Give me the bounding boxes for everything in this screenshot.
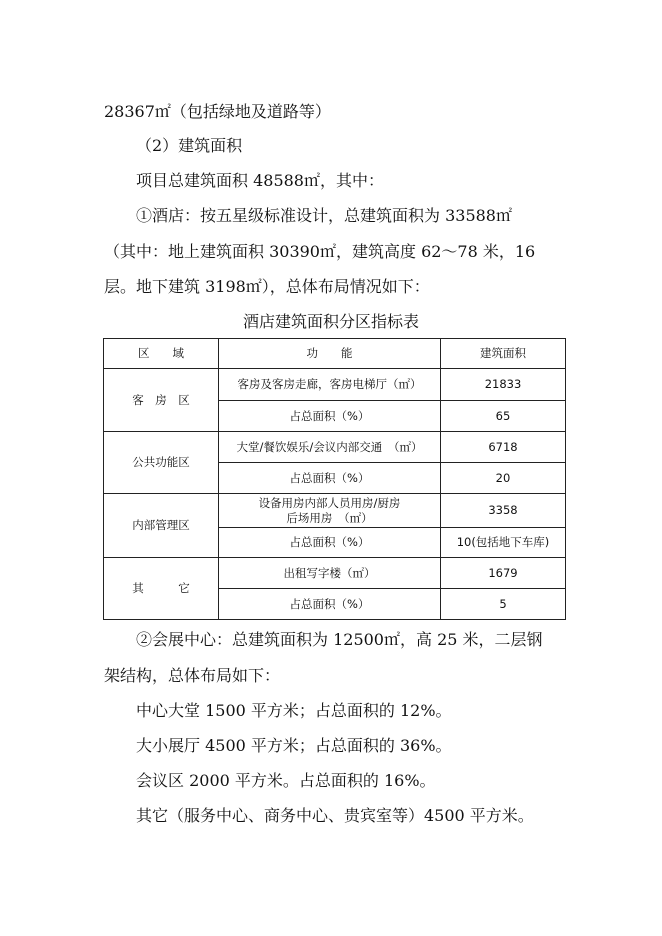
zone-internal-management: 内部管理区	[104, 494, 219, 558]
func-cell: 大堂/餐饮娱乐/会议内部交通 （㎡）	[219, 432, 441, 463]
paragraph-other: 其它（服务中心、商务中心、贵宾室等）4500 平方米。	[136, 806, 534, 825]
value-cell: 6718	[441, 432, 566, 463]
func-cell: 占总面积（%）	[219, 528, 441, 558]
paragraph-lobby: 中心大堂 1500 平方米；占总面积的 12%。	[136, 701, 452, 720]
paragraph-conference: 会议区 2000 平方米。占总面积的 16%。	[136, 771, 436, 790]
func-cell: 出租写字楼（㎡）	[219, 558, 441, 589]
zone-other: 其 它	[104, 558, 219, 620]
table-row	[104, 558, 566, 589]
func-line: 设备用房内部人员用房/厨房	[258, 495, 401, 510]
value-cell: 5	[441, 589, 566, 620]
value-cell: 1679	[441, 558, 566, 589]
zone-public: 公共功能区	[104, 432, 219, 494]
table-row	[104, 494, 566, 528]
header-function: 功 能	[219, 339, 441, 369]
value-cell: 20	[441, 463, 566, 494]
paragraph-exhibition-halls: 大小展厅 4500 平方米；占总面积的 36%。	[136, 736, 452, 755]
func-cell: 客房及客房走廊，客房电梯厅（㎡）	[219, 369, 441, 401]
header-area: 建筑面积	[441, 339, 566, 369]
func-cell: 占总面积（%）	[219, 401, 441, 432]
table-header-row	[104, 339, 566, 369]
value-cell: 3358	[441, 494, 566, 528]
paragraph-hotel-1: ①酒店：按五星级标准设计，总建筑面积为 33588㎡	[136, 206, 512, 225]
table-row	[104, 432, 566, 463]
paragraph-hotel-2: （其中：地上建筑面积 30390㎡，建筑高度 62～78 米，16	[104, 242, 536, 261]
paragraph-total-area: 项目总建筑面积 48588㎡，其中：	[136, 171, 384, 190]
table-caption: 酒店建筑面积分区指标表	[242, 312, 419, 331]
func-cell-two-line	[219, 494, 441, 528]
func-cell: 占总面积（%）	[219, 589, 441, 620]
header-zone: 区 域	[104, 339, 219, 369]
func-line: 后场用房 （㎡）	[286, 510, 373, 525]
table-row	[104, 369, 566, 401]
paragraph-expo-1: ②会展中心：总建筑面积为 12500㎡，高 25 米，二层钢	[136, 630, 543, 649]
paragraph-expo-2: 架结构，总体布局如下：	[104, 666, 281, 685]
paragraph-site-area: 28367㎡（包括绿地及道路等）	[104, 102, 331, 121]
value-cell: 10(包括地下车库)	[441, 528, 566, 558]
paragraph-hotel-3: 层。地下建筑 3198㎡），总体布局情况如下：	[104, 277, 430, 296]
value-cell: 21833	[441, 369, 566, 401]
hotel-area-table	[103, 338, 566, 620]
value-cell: 65	[441, 401, 566, 432]
zone-guest-rooms: 客 房 区	[104, 369, 219, 432]
func-cell: 占总面积（%）	[219, 463, 441, 494]
section-heading-building-area: （2）建筑面积	[136, 136, 243, 155]
